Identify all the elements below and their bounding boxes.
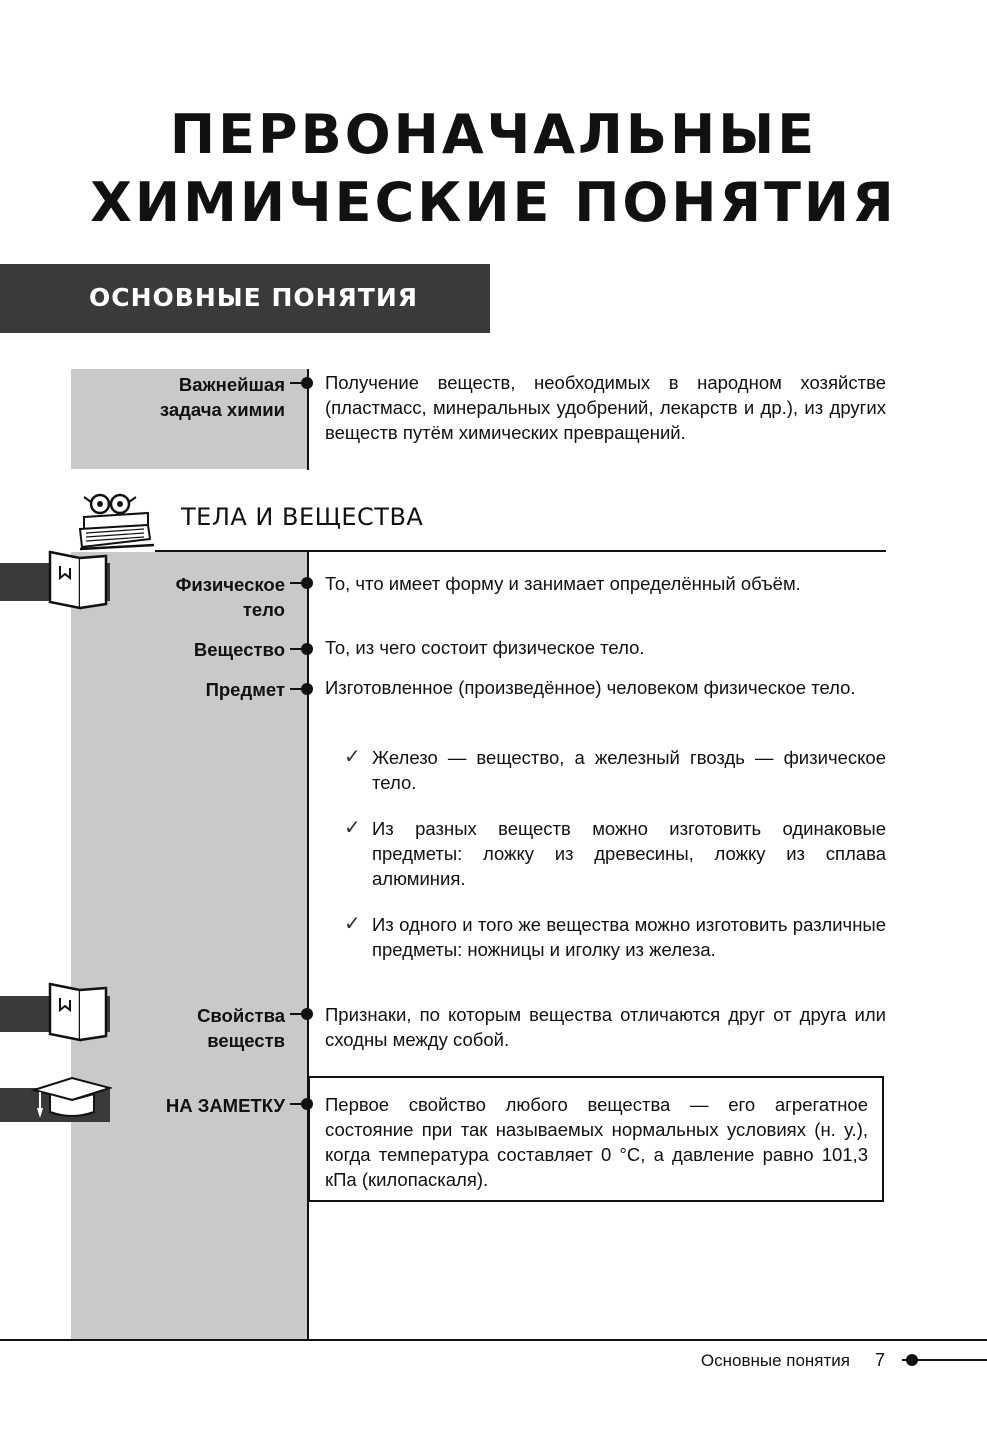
term-connector [290,683,316,695]
subsection-heading: ТЕЛА И ВЕЩЕСТВА [181,503,424,531]
page-title-line1: ПЕРВОНАЧАЛЬНЫЕ [169,103,818,166]
example-text: Железо — вещество, а железный гвоздь — физическое тело. [372,747,886,793]
page-number: 7 [875,1350,886,1370]
page-title-line2: ХИМИЧЕСКИЕ ПОНЯТИЯ [90,171,897,234]
term-connector [290,643,316,655]
definition-physical-body: То, что имеет форму и занимает определённый объём. [325,573,801,594]
example-text: Из разных веществ можно изготовить одинаковые предметы: ложку из древесины, ложку из сплава алюминия. [372,818,886,889]
intro-term: Важнейшая задача химии [159,374,285,420]
footer-dot [906,1354,918,1366]
book-icon [46,548,110,612]
graduation-cap-icon [28,1074,112,1122]
terms-label-column [71,552,307,1340]
term-connector [290,577,316,589]
definition-substance: То, из чего состоит физическое тело. [325,637,645,658]
definition-object: Изготовленное (произведённое) человеком физическое тело. [325,677,856,698]
check-icon: ✓ [344,817,361,839]
term-properties: Свойства веществ [197,1005,285,1051]
footer-section-label: Основные понятия [700,1351,850,1370]
example-text: Из одного и того же вещества можно изготовить различные предметы: ножницы и иголку из железа. [372,914,886,960]
book-icon [46,980,110,1044]
intro-connector [290,377,316,389]
books-glasses-icon [76,491,156,553]
footer-rule [0,1339,987,1341]
terms-divider [307,551,309,1340]
section-banner-label: ОСНОВНЫЕ ПОНЯТИЯ [89,283,419,312]
term-substance: Вещество [193,639,285,660]
term-physical-body: Физическое тело [175,574,285,620]
intro-definition: Получение веществ, необходимых в народном хозяйстве (пластмасс, минеральных удобрений, лекарств и др.), из других веществ путём химических превращений. [325,372,886,443]
note-text: Первое свойство любого вещества — его агрегатное состояние при так называемых нормальных условиях (н. у.), когда температура составляет 0 °С, а давление равно 101,3 кПа (килопаскаля). [325,1094,868,1190]
term-connector [290,1008,316,1020]
note-label: НА ЗАМЕТКУ [165,1095,285,1116]
check-icon: ✓ [344,913,361,935]
term-object: Предмет [205,679,285,700]
check-icon: ✓ [344,746,361,768]
definition-properties: Признаки, по которым вещества отличаются друг от друга или сходны между собой. [325,1004,886,1050]
section-banner [0,264,490,333]
